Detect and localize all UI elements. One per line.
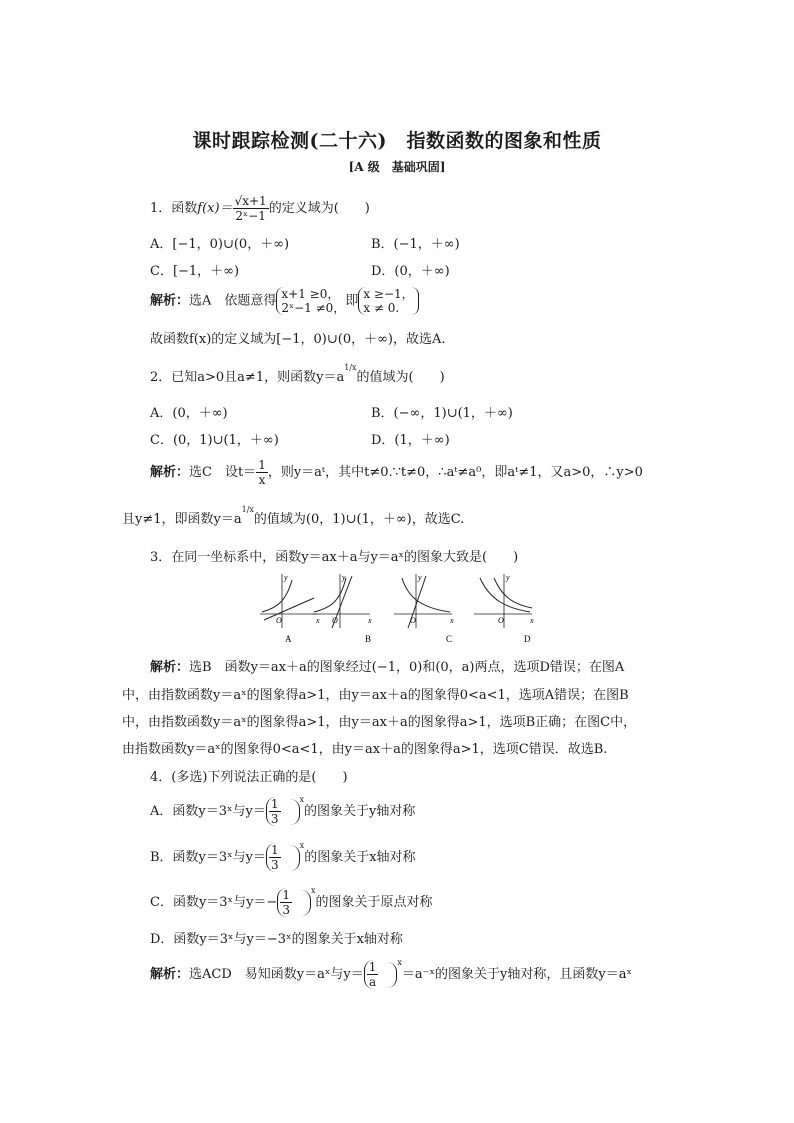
q1-solution-text: 选A 依题意得 — [189, 293, 277, 309]
graph-c-y: y — [418, 573, 422, 582]
q4-sol-b: ＝a⁻ˣ的图象关于y轴对称，且函数y＝aˣ — [401, 967, 632, 982]
q4-c-fraction: $\frac{1}{3}$ — [282, 888, 290, 917]
q2-exponent-2: 1/x — [241, 504, 254, 514]
q2-sol-c: 且y≠1，即函数y＝a — [122, 512, 242, 527]
question-2-stem — [150, 362, 445, 385]
q2-stem-b: 的值域为( ) — [356, 370, 445, 385]
q2-option-a: A．(0，＋∞) — [150, 406, 228, 421]
q3-solution-line1 — [150, 656, 624, 675]
page-title: 课时跟踪检测(二十六) 指数函数的图象和性质 — [192, 130, 602, 152]
q3-solution-line2: 中，由指数函数y＝aˣ的图象得a>1，由y＝ax＋a的图象得0<a<1，选项A错误；在图B — [122, 688, 629, 703]
q1-numerator: √x+1 — [234, 194, 267, 208]
question-4-stem: 4．(多选)下列说法正确的是( ) — [150, 770, 348, 785]
q4-option-a: A．函数y＝3ˣ与y＝ $\frac{1}{3}$ $^x$的图象关于y轴对称 — [150, 794, 416, 826]
question-3-stem: 3．在同一坐标系中，函数y＝ax＋a与y＝aˣ的图象大致是( ) — [150, 550, 519, 565]
q1-system-2 — [358, 287, 418, 315]
graph-label-b: B — [365, 634, 372, 644]
q1-solution-mid: 即 — [345, 293, 359, 309]
graph-a-x: x — [316, 616, 320, 625]
q2-solution-line1 — [150, 458, 643, 487]
q3-solution-line3: 中，由指数函数y＝aˣ的图象得a>1，由y＝ax＋a的图象得a>1，选项B正确；在图C中， — [122, 715, 637, 730]
graph-d-origin: O — [498, 616, 504, 625]
q1-solution-label: 解析： — [150, 293, 190, 309]
q1-sys1-line1: x+1 ≥0， — [281, 287, 340, 301]
graph-a — [260, 574, 318, 628]
q1-tail: 的定义域为( ) — [268, 201, 370, 216]
section-level: [A 级 基础巩固] — [348, 160, 446, 174]
graph-label-a: A — [285, 634, 292, 644]
q4-option-d: D．函数y＝3ˣ与y＝−3ˣ的图象关于x轴对称 — [150, 932, 403, 947]
q3-solution-line4: 由指数函数y＝aˣ的图象得0<a<1，由y＝ax＋a的图象得a>1，选项C错误．故选B. — [122, 742, 608, 757]
q2-solution-label: 解析： — [150, 465, 190, 480]
q1-sys2-line1: x ≥−1， — [363, 287, 414, 301]
q2-exponent: 1/x — [344, 362, 357, 372]
q1-sys2-line2: x ≠ 0. — [363, 301, 400, 315]
graph-label-c: C — [446, 634, 453, 644]
graph-d-y: y — [506, 573, 510, 582]
q1-option-b: B．(−1，＋∞) — [371, 237, 460, 252]
q2-option-b: B．(−∞，1)∪(1，＋∞) — [371, 406, 513, 421]
q2-t-fraction: $\frac{1}{x}$ — [258, 458, 266, 487]
graph-label-d: D — [524, 634, 531, 644]
graph-a-y: y — [284, 573, 288, 582]
q4-sol-a: 选ACD 易知函数y＝aˣ与y＝ — [189, 967, 364, 982]
q4-sol-fraction: $\frac{1}{a}$ — [368, 960, 377, 989]
q1-solution — [150, 287, 419, 315]
graph-b — [312, 574, 370, 628]
q4-option-c: C．函数y＝3ˣ与y＝− $\frac{1}{3}$ $^x$的图象关于原点对称 — [150, 885, 433, 917]
q4-a-fraction: $\frac{1}{3}$ — [270, 797, 279, 826]
q3-sol-l1: 选B 函数y＝ax＋a的图象经过(−1，0)和(0，a)两点，选项D错误；在图A — [189, 660, 625, 675]
q1-sys1-line2: 2ˣ−1 ≠0， — [281, 301, 346, 315]
graph-c-origin: O — [410, 616, 416, 625]
question-1-stem — [150, 194, 370, 223]
graph-c-x: x — [450, 616, 454, 625]
q2-sol-b: ，则y＝aᵗ，其中t≠0.∵t≠0，∴aᵗ≠a⁰，即aᵗ≠1，又a>0，∴y>0 — [267, 465, 643, 480]
q1-conclusion: 故函数f(x)的定义域为[−1，0)∪(0，＋∞)，故选A. — [150, 332, 446, 347]
q3-solution-label: 解析： — [150, 660, 190, 675]
q2-stem-a: 2．已知a>0且a≠1，则函数y＝a — [150, 370, 345, 385]
graph-b-x: x — [368, 616, 372, 625]
q4-solution: 解析：选ACD 易知函数y＝aˣ与y＝ $\frac{1}{a}$ $^x$＝a⁻ˣ的图象关于y轴对称，且函数y＝aˣ — [150, 957, 632, 989]
graph-a-origin: O — [276, 616, 282, 625]
q2-option-c: C．(0，1)∪(1，＋∞) — [150, 433, 279, 448]
graph-d-x: x — [530, 616, 534, 625]
graph-b-origin: O — [332, 616, 338, 625]
q1-denominator: 2ˣ−1 — [235, 209, 266, 223]
graph-b-y: y — [342, 573, 346, 582]
q2-solution-line2 — [122, 504, 465, 527]
q1-option-a: A．[−1，0)∪(0，＋∞) — [150, 237, 290, 252]
q1-system-1 — [276, 287, 345, 315]
q1-option-d: D．(0，＋∞) — [371, 264, 450, 279]
q2-option-d: D．(1，＋∞) — [371, 433, 450, 448]
q2-sol-d: 的值域为(0，1)∪(1，＋∞)，故选C. — [253, 512, 465, 527]
graph-c — [394, 574, 452, 628]
q3-graph-options — [258, 570, 548, 648]
q4-option-b: B．函数y＝3ˣ与y＝ $\frac{1}{3}$ $^x$的图象关于x轴对称 — [150, 840, 416, 872]
q4-b-fraction: $\frac{1}{3}$ — [271, 843, 279, 872]
q1-option-c: C．[−1，＋∞) — [150, 264, 240, 279]
q1-func: f(x)＝ — [197, 201, 233, 216]
q1-fraction — [233, 194, 269, 223]
q4-solution-label: 解析： — [150, 967, 190, 982]
q2-sol-a: 选C 设t＝ — [189, 465, 257, 480]
q1-lead: 1．函数 — [150, 201, 198, 216]
